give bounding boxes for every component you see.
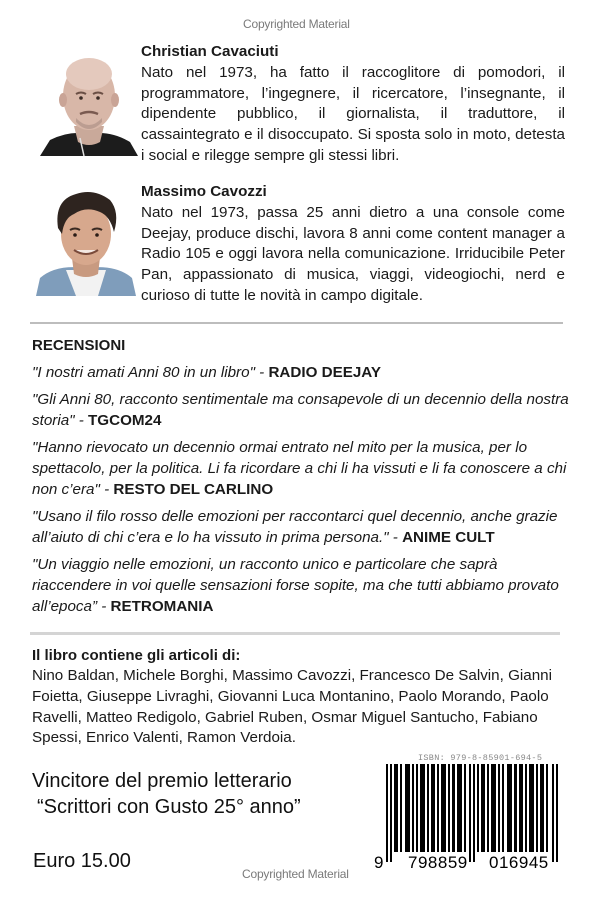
review-quote: "Un viaggio nelle emozioni, un racconto unico e particolare che saprà riaccendere in voi quelle sensazioni forse sopite, ma che tutti abbiamo provato all’epoca” - (32, 556, 559, 615)
author-bio-paragraph: Nato nel 1973, ha fatto il raccoglitore di pomodori, il programmatore, l’ingegnere, il ricercatore, l’insegnante, il dipendente pubblico, il giornalista, il traduttore, il cassaintegrato e il disoccupato. Si sposta solo in moto, detesta i social e rilegge sempre gli stessi libri. (141, 63, 565, 164)
author-bio-text-christian (141, 42, 565, 167)
review-item (32, 506, 572, 548)
author-photo-massimo (36, 186, 136, 296)
review-source: TGCOM24 (88, 412, 162, 429)
barcode-digits-right: 016945 (489, 853, 549, 872)
contributors-list: Nino Baldan, Michele Borghi, Massimo Cavozzi, Francesco De Salvin, Gianni Foietta, Giuseppe Livraghi, Giovanni Luca Montanino, Paolo Morando, Paolo Ravelli, Matteo Redigolo, Gabriel Ruben, Osmar Miguel Santucho, Fabiano Spessi, Enrico Valenti, Ramon Verdoia. (32, 667, 552, 747)
contributors-title: Il libro contiene gli articoli di: (32, 647, 241, 664)
review-quote: "Hanno rievocato un decennio ormai entrato nel mito per la musica, per lo spettacolo, per la politica. Li fa ricordare a chi li ha vissuti e li fa conoscere a chi non c’era" - (32, 439, 567, 498)
review-item (32, 389, 572, 431)
isbn-barcode (372, 752, 562, 882)
award-line-2: “Scrittori con Gusto 25° anno” (37, 796, 301, 818)
author-bio-paragraph: Nato nel 1973, passa 25 anni dietro a una console come Deejay, produce dischi, lavora 8 anni come content manager a Radio 105 e oggi lavora nella comunicazione. Irriducibile Peter Pan, appassionato di musica, viaggi, videogiochi, nerd e curioso di tutte le novità in campo digitale. (141, 203, 565, 304)
contributors-section (32, 646, 552, 749)
section-divider (30, 632, 560, 635)
review-quote: "Usano il filo rosso delle emozioni per raccontarci quel decennio, anche grazie all’aiuto di chi c’era e lo ha vissuto in prima persona." - (32, 508, 558, 546)
review-item (32, 362, 572, 383)
review-item (32, 437, 572, 500)
award-line-1: Vincitore del premio letterario (32, 770, 292, 792)
author-name: Christian Cavaciuti (141, 43, 279, 60)
review-item (32, 554, 572, 617)
isbn-label: ISBN: 979-8-85901-694-5 (418, 753, 543, 763)
author-bio-text-massimo (141, 182, 565, 307)
review-source: RETROMANIA (110, 598, 214, 615)
section-divider (30, 322, 563, 324)
review-quote: "Gli Anni 80, racconto sentimentale ma consapevole di un decennio della nostra storia" - (32, 391, 569, 429)
copyright-watermark-bottom: Copyrighted Material (242, 867, 349, 881)
author-photo-christian (40, 52, 138, 156)
reviews-title: RECENSIONI (32, 337, 126, 354)
review-source: RESTO DEL CARLINO (113, 481, 274, 498)
barcode-icon (386, 764, 560, 864)
bald-man-portrait-icon (40, 52, 138, 156)
review-quote: "I nostri amati Anni 80 in un libro" - (32, 364, 269, 381)
award-text (32, 768, 301, 820)
author-name: Massimo Cavozzi (141, 183, 267, 200)
price-label: Euro 15.00 (33, 850, 131, 872)
review-source: RADIO DEEJAY (268, 364, 381, 381)
copyright-watermark-top: Copyrighted Material (243, 17, 350, 31)
curly-hair-man-portrait-icon (36, 186, 136, 296)
barcode-digits-left: 798859 (408, 853, 468, 872)
barcode-digit-first: 9 (374, 853, 384, 872)
review-source: ANIME CULT (402, 529, 495, 546)
reviews-section (32, 336, 572, 623)
